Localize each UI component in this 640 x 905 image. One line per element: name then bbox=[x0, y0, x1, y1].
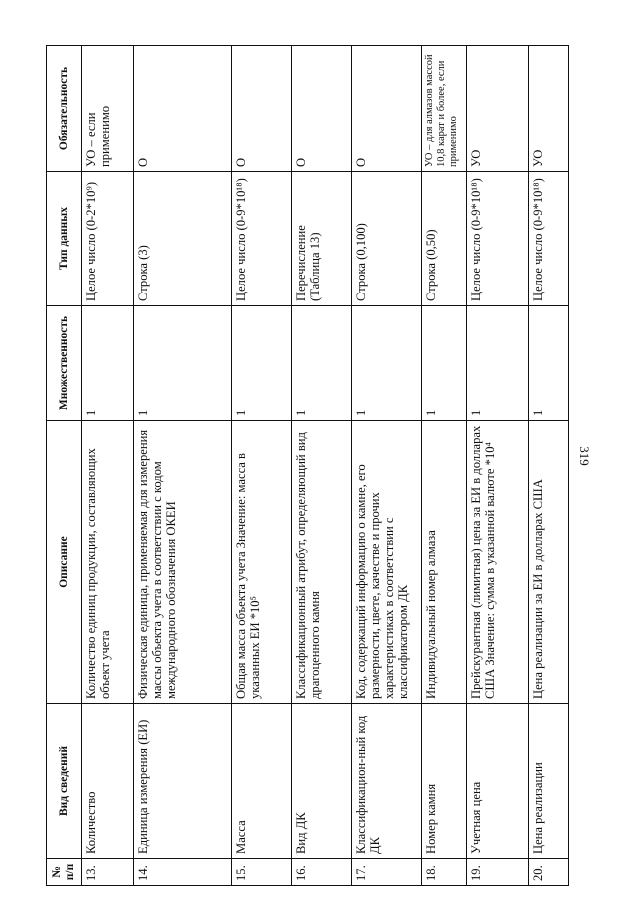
cell-req: О bbox=[352, 46, 422, 172]
cell-kind: Учетная цена bbox=[467, 704, 529, 859]
cell-kind: Масса bbox=[232, 704, 292, 859]
table-row bbox=[134, 46, 232, 886]
cell-num: 14. bbox=[134, 859, 232, 886]
cell-type: Целое число (0-2*10⁹) bbox=[82, 172, 134, 306]
cell-num: 20. bbox=[529, 859, 569, 886]
cell-num: 18. bbox=[422, 859, 467, 886]
cell-req: УО bbox=[529, 46, 569, 172]
cell-kind: Единица измерения (ЕИ) bbox=[134, 704, 232, 859]
cell-mult: 1 bbox=[352, 306, 422, 421]
cell-desc: Количество единиц продукции, составляющих объект учета bbox=[82, 421, 134, 704]
cell-kind: Классификацион-ный код ДК bbox=[352, 704, 422, 859]
table-header-row bbox=[47, 46, 82, 886]
cell-mult: 1 bbox=[422, 306, 467, 421]
cell-kind: Вид ДК bbox=[292, 704, 352, 859]
cell-mult: 1 bbox=[467, 306, 529, 421]
cell-num: 17. bbox=[352, 859, 422, 886]
cell-kind: Количество bbox=[82, 704, 134, 859]
cell-desc: Код, содержащий информацию о камне, его размерности, цвете, качестве и прочих характеристиках в соответствии с классификатором ДК bbox=[352, 421, 422, 704]
rotated-table-container bbox=[46, 46, 596, 886]
cell-desc: Общая масса объекта учета Значение: масса в указанных ЕИ *10⁵ bbox=[232, 421, 292, 704]
cell-type: Строка (0,50) bbox=[422, 172, 467, 306]
table-row bbox=[352, 46, 422, 886]
page-number: 319 bbox=[576, 446, 592, 466]
data-table bbox=[46, 45, 569, 886]
cell-num: 13. bbox=[82, 859, 134, 886]
cell-req: О bbox=[292, 46, 352, 172]
cell-type: Строка (0,100) bbox=[352, 172, 422, 306]
cell-desc: Цена реализации за ЕИ в долларах США bbox=[529, 421, 569, 704]
cell-mult: 1 bbox=[292, 306, 352, 421]
header-num: № п/п bbox=[47, 859, 82, 886]
cell-desc: Классификационный атрибут, определяющий вид драгоценного камня bbox=[292, 421, 352, 704]
cell-num: 15. bbox=[232, 859, 292, 886]
cell-mult: 1 bbox=[529, 306, 569, 421]
header-type: Тип данных bbox=[47, 172, 82, 306]
cell-desc: Физическая единица, применяемая для измерения массы объекта учета в соответствии с кодом международного обозначения ОКЕИ bbox=[134, 421, 232, 704]
table-row bbox=[467, 46, 529, 886]
cell-type: Целое число (0-9*10¹⁸) bbox=[529, 172, 569, 306]
cell-type: Целое число (0-9*10¹⁸) bbox=[467, 172, 529, 306]
cell-num: 19. bbox=[467, 859, 529, 886]
header-kind: Вид сведений bbox=[47, 704, 82, 859]
header-desc: Описание bbox=[47, 421, 82, 704]
cell-desc: Индивидуальный номер алмаза bbox=[422, 421, 467, 704]
cell-kind: Номер камня bbox=[422, 704, 467, 859]
table-row bbox=[232, 46, 292, 886]
table-row bbox=[82, 46, 134, 886]
cell-req: О bbox=[134, 46, 232, 172]
table-row bbox=[292, 46, 352, 886]
cell-req: УО bbox=[467, 46, 529, 172]
cell-req: УО – для алмазов массой 10,8 карат и более, если применимо bbox=[422, 46, 467, 172]
table-row bbox=[422, 46, 467, 886]
cell-mult: 1 bbox=[232, 306, 292, 421]
cell-type: Строка (3) bbox=[134, 172, 232, 306]
table-row bbox=[529, 46, 569, 886]
cell-type: Перечисление (Таблица 13) bbox=[292, 172, 352, 306]
cell-req: О bbox=[232, 46, 292, 172]
cell-num: 16. bbox=[292, 859, 352, 886]
cell-mult: 1 bbox=[134, 306, 232, 421]
cell-type: Целое число (0-9*10¹⁸) bbox=[232, 172, 292, 306]
cell-kind: Цена реализации bbox=[529, 704, 569, 859]
cell-desc: Прейскурантная (лимитная) цена за ЕИ в долларах США Значение: сумма в указанной валюте *10⁴ bbox=[467, 421, 529, 704]
header-mult: Множественность bbox=[47, 306, 82, 421]
header-req: Обязательность bbox=[47, 46, 82, 172]
cell-mult: 1 bbox=[82, 306, 134, 421]
cell-req: УО – если применимо bbox=[82, 46, 134, 172]
